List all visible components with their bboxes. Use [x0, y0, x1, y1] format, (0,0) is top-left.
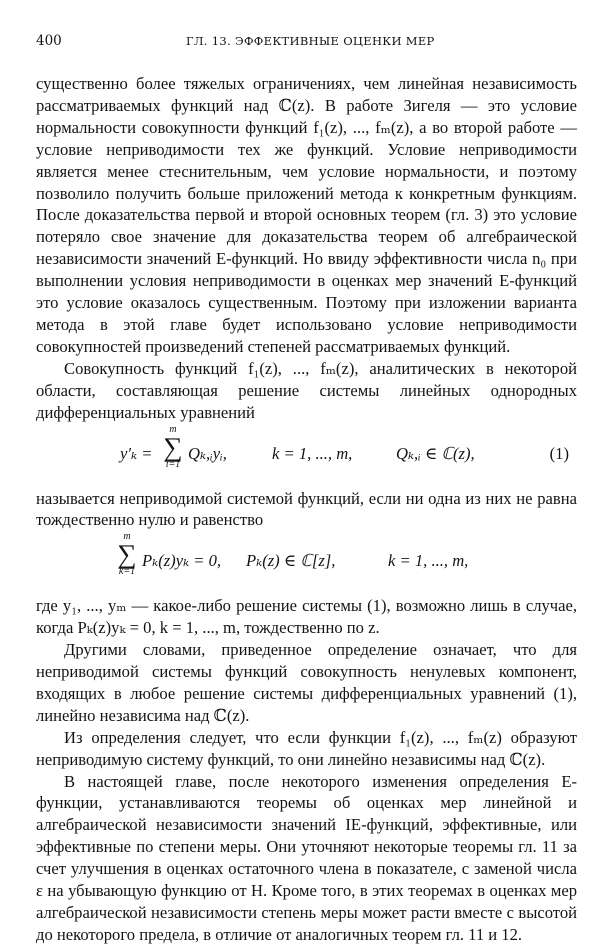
eq2-sigma: ∑	[117, 539, 137, 570]
eq2-sum-upper: m	[123, 531, 131, 543]
eq1-lhs: y′ₖ =	[120, 443, 153, 463]
eq2-summation	[114, 531, 140, 578]
eq2-condition-k: k = 1, ..., m,	[388, 551, 469, 571]
equation-1	[36, 424, 577, 488]
paragraph-3: называется неприводимой системой функций, если ни одна из них не равна тождественно нулю и равенство	[36, 488, 577, 530]
equation-2	[36, 531, 577, 595]
running-title: ГЛ. 13. ЭФФЕКТИВНЫЕ ОЦЕНКИ МЕР	[186, 34, 435, 48]
eq2-term: Pₖ(z)yₖ = 0,	[142, 551, 222, 571]
eq2-sum-lower: k=1	[118, 566, 136, 578]
paragraph-6: Из определения следует, что если функции f₁(z), ..., fₘ(z) образуют неприводимую систему функций, то они линейно независимы над ℂ(z).	[36, 727, 577, 769]
eq1-condition-k: k = 1, ..., m,	[272, 443, 353, 463]
eq1-sigma: ∑	[163, 431, 183, 462]
eq1-sum-lower: i=1	[165, 458, 181, 470]
page-number: 400	[36, 33, 62, 49]
paragraph-1: существенно более тяжелых ограничениях, чем линейная независимость рассматриваемых функций над ℂ(z). В работе Зигеля — это условие нормальности совокупности функций f₁(z), ..., fₘ(z), а во второй работе — условие неприводимости тех же функций. Условие неприводимости является менее стеснительным, чем условие нормальности, и поэтому позволило получить больше приложений метода к конкретным функциям. После доказательства первой и второй основных теорем (гл. 3) это условие потеряло свое значение для доказательства теорем об алгебраической независимости значений E-функций. Но ввиду эффективности числа n₀ при выполнении условия неприводимости в оценках мер значений E-функций это условие оказалось существенным. Поэтому при изложении варианта метода в этой главе будет использовано условие неприводимости совокупностей произведений степеней рассматриваемых функций.	[36, 74, 577, 356]
eq1-sum-upper: m	[169, 423, 177, 435]
page-header	[36, 33, 576, 51]
equation-number: (1)	[549, 443, 569, 463]
paragraph-2: Совокупность функций f₁(z), ..., fₘ(z), аналитических в некоторой области, составляющая решение системы линейных однородных дифференциальных уравнений	[36, 358, 577, 422]
eq2-condition-p: Pₖ(z) ∈ ℂ[z],	[246, 551, 336, 571]
paragraph-7: В настоящей главе, после некоторого изменения определения E-функции, устанавливаются теоремы об оценках мер линейной и алгебраической независимости значений IE-функций, эффективные, или эффективные по степени меры. Они уточняют некоторые теоремы гл. 11 за счет улучшения в оценках остаточного члена в показателе, с заменой числа ε на убывающую функцию от H. Кроме того, в этих теоремах в оценках мер алгебраической независимости степень меры может расти вместе с высотой до некоторого предела, в отличие от аналогичных теорем гл. 11 и 12.	[36, 771, 577, 944]
eq1-term: Qₖ,ᵢyᵢ,	[188, 443, 227, 463]
page-body	[36, 73, 577, 946]
eq1-summation	[160, 424, 186, 471]
paragraph-5: Другими словами, приведенное определение означает, что для неприводимой системы функций совокупность ненулевых компонент, входящих в любое решение системы дифференциальных уравнений (1), линейно независима над ℂ(z).	[36, 640, 577, 725]
paragraph-4: где y₁, ..., yₘ — какое-либо решение системы (1), возможно лишь в случае, когда Pₖ(z)yₖ = 0, k = 1, ..., m, тождественно по z.	[36, 596, 577, 638]
eq1-condition-q: Qₖ,ᵢ ∈ ℂ(z),	[396, 443, 475, 463]
